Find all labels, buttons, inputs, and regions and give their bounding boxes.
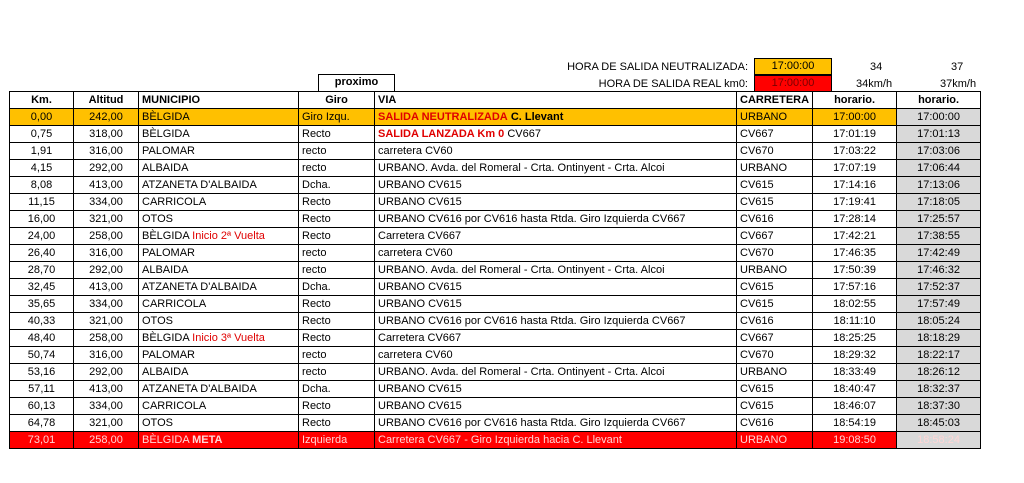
municipio-cell <box>139 330 299 347</box>
altitud-cell: 292,00 <box>74 262 139 279</box>
via-text: SALIDA LANZADA Km 0 <box>378 128 505 140</box>
table-header-row <box>10 92 981 109</box>
giro-cell: recto <box>299 143 375 160</box>
altitud-cell: 321,00 <box>74 313 139 330</box>
table-row <box>10 432 981 449</box>
km-cell: 11,15 <box>10 194 74 211</box>
carretera-cell: CV667 <box>737 126 813 143</box>
municipio-name: ATZANETA D'ALBAIDA <box>142 383 257 395</box>
horario-34-cell: 18:54:19 <box>813 415 897 432</box>
real-start-time: 17:00:00 <box>754 75 832 92</box>
municipio-cell <box>139 279 299 296</box>
header-horario-2: horario. <box>897 92 981 109</box>
via-text: URBANO CV615 <box>378 179 462 191</box>
horario-37-cell: 17:38:55 <box>897 228 981 245</box>
carretera-cell: URBANO <box>737 109 813 126</box>
giro-cell: Recto <box>299 194 375 211</box>
via-text: carretera CV60 <box>378 145 453 157</box>
municipio-name: ATZANETA D'ALBAIDA <box>142 281 257 293</box>
via-text: carretera CV60 <box>378 247 453 259</box>
via-cell <box>375 245 737 262</box>
header-horario-1: horario. <box>813 92 897 109</box>
municipio-cell <box>139 194 299 211</box>
via-cell <box>375 160 737 177</box>
horario-34-cell: 17:28:14 <box>813 211 897 228</box>
via-text: URBANO CV615 <box>378 383 462 395</box>
horario-34-cell: 18:46:07 <box>813 398 897 415</box>
km-cell: 16,00 <box>10 211 74 228</box>
municipio-cell <box>139 364 299 381</box>
horario-37-cell: 17:52:37 <box>897 279 981 296</box>
table-row <box>10 109 981 126</box>
via-cell <box>375 381 737 398</box>
altitud-cell: 318,00 <box>74 126 139 143</box>
table-row <box>10 211 981 228</box>
col1-speed: 34km/h <box>856 78 893 90</box>
via-cell <box>375 194 737 211</box>
km-cell: 0,75 <box>10 126 74 143</box>
via-cell <box>375 109 737 126</box>
via-extra: C. Llevant <box>572 434 622 446</box>
municipio-name: ALBAIDA <box>142 264 189 276</box>
giro-cell: Giro Izqu. <box>299 109 375 126</box>
giro-cell: Recto <box>299 211 375 228</box>
km-cell: 0,00 <box>10 109 74 126</box>
km-cell: 1,91 <box>10 143 74 160</box>
altitud-cell: 258,00 <box>74 432 139 449</box>
municipio-cell <box>139 313 299 330</box>
via-cell <box>375 398 737 415</box>
horario-34-cell: 18:29:32 <box>813 347 897 364</box>
neutral-start-label: HORA DE SALIDA NEUTRALIZADA: <box>567 61 748 73</box>
km-cell: 57,11 <box>10 381 74 398</box>
table-row <box>10 415 981 432</box>
horario-34-cell: 17:03:22 <box>813 143 897 160</box>
carretera-cell: CV615 <box>737 194 813 211</box>
municipio-cell <box>139 211 299 228</box>
carretera-cell: CV670 <box>737 143 813 160</box>
table-row <box>10 143 981 160</box>
horario-34-cell: 17:01:19 <box>813 126 897 143</box>
giro-cell: Recto <box>299 313 375 330</box>
via-text: Carretera CV667 <box>378 230 462 242</box>
horario-37-cell: 18:18:29 <box>897 330 981 347</box>
header-altitud: Altitud <box>74 92 139 109</box>
altitud-cell: 292,00 <box>74 364 139 381</box>
table-row <box>10 126 981 143</box>
altitud-cell: 258,00 <box>74 330 139 347</box>
giro-cell: recto <box>299 364 375 381</box>
horario-37-cell: 17:00:00 <box>897 109 981 126</box>
km-cell: 50,74 <box>10 347 74 364</box>
municipio-name: BÈLGIDA <box>142 128 190 140</box>
altitud-cell: 334,00 <box>74 194 139 211</box>
via-cell <box>375 279 737 296</box>
giro-cell: Recto <box>299 415 375 432</box>
horario-34-cell: 18:25:25 <box>813 330 897 347</box>
giro-cell: Recto <box>299 330 375 347</box>
altitud-cell: 413,00 <box>74 381 139 398</box>
municipio-cell <box>139 228 299 245</box>
giro-cell: Recto <box>299 228 375 245</box>
municipio-name: CARRICOLA <box>142 298 207 310</box>
altitud-cell: 334,00 <box>74 398 139 415</box>
giro-cell: recto <box>299 245 375 262</box>
via-text: URBANO. Avda. del Romeral - Crta. Ontinyent - Crta. Alcoi <box>378 366 665 378</box>
col2-top-value: 37 <box>951 61 964 73</box>
municipio-cell <box>139 262 299 279</box>
carretera-cell: URBANO <box>737 262 813 279</box>
horario-34-cell: 17:07:19 <box>813 160 897 177</box>
carretera-cell: CV670 <box>737 245 813 262</box>
municipio-name: ATZANETA D'ALBAIDA <box>142 179 257 191</box>
via-text: URBANO CV616 por CV616 hasta Rtda. Giro Izquierda CV667 <box>378 213 686 225</box>
via-cell <box>375 432 737 449</box>
via-extra: C. Llevant <box>510 111 564 123</box>
header-giro: Giro <box>299 92 375 109</box>
horario-37-cell: 18:26:12 <box>897 364 981 381</box>
table-row <box>10 398 981 415</box>
municipio-cell <box>139 245 299 262</box>
km-cell: 40,33 <box>10 313 74 330</box>
municipio-note: Inicio 2ª Vuelta <box>192 230 265 242</box>
horario-37-cell: 18:05:24 <box>897 313 981 330</box>
table-row <box>10 364 981 381</box>
municipio-name: BÈLGIDA <box>142 434 190 446</box>
via-cell <box>375 415 737 432</box>
horario-37-cell: 17:18:05 <box>897 194 981 211</box>
km-cell: 53,16 <box>10 364 74 381</box>
altitud-cell: 258,00 <box>74 228 139 245</box>
municipio-cell <box>139 432 299 449</box>
via-cell <box>375 364 737 381</box>
horario-34-cell: 17:00:00 <box>813 109 897 126</box>
table-row <box>10 313 981 330</box>
giro-cell: recto <box>299 262 375 279</box>
municipio-cell <box>139 126 299 143</box>
altitud-cell: 413,00 <box>74 279 139 296</box>
giro-cell: Dcha. <box>299 177 375 194</box>
via-text: URBANO CV615 <box>378 196 462 208</box>
carretera-cell: CV616 <box>737 313 813 330</box>
via-cell <box>375 228 737 245</box>
header-via: VIA <box>375 92 737 109</box>
horario-37-cell: 18:58:24 <box>897 432 981 449</box>
horario-34-cell: 17:50:39 <box>813 262 897 279</box>
giro-cell: Dcha. <box>299 381 375 398</box>
horario-34-cell: 17:46:35 <box>813 245 897 262</box>
municipio-cell <box>139 415 299 432</box>
municipio-note: META <box>192 434 223 446</box>
municipio-cell <box>139 398 299 415</box>
col2-speed: 37km/h <box>940 78 977 90</box>
table-row <box>10 330 981 347</box>
km-cell: 35,65 <box>10 296 74 313</box>
horario-37-cell: 17:06:44 <box>897 160 981 177</box>
municipio-name: CARRICOLA <box>142 196 207 208</box>
via-text: URBANO. Avda. del Romeral - Crta. Ontinyent - Crta. Alcoi <box>378 264 665 276</box>
neutral-start-time: 17:00:00 <box>754 58 832 75</box>
via-extra: CV667 <box>507 128 541 140</box>
carretera-cell: CV615 <box>737 279 813 296</box>
horario-34-cell: 19:08:50 <box>813 432 897 449</box>
carretera-cell: CV667 <box>737 228 813 245</box>
via-text: URBANO CV615 <box>378 400 462 412</box>
municipio-cell <box>139 381 299 398</box>
via-text: URBANO. Avda. del Romeral - Crta. Ontinyent - Crta. Alcoi <box>378 162 665 174</box>
table-row <box>10 177 981 194</box>
via-text: SALIDA NEUTRALIZADA <box>378 111 508 123</box>
col1-top-value: 34 <box>870 61 883 73</box>
carretera-cell: CV616 <box>737 211 813 228</box>
altitud-cell: 292,00 <box>74 160 139 177</box>
km-cell: 26,40 <box>10 245 74 262</box>
carretera-cell: CV615 <box>737 398 813 415</box>
municipio-cell <box>139 177 299 194</box>
giro-cell: Recto <box>299 296 375 313</box>
giro-cell: Recto <box>299 126 375 143</box>
horario-37-cell: 18:37:30 <box>897 398 981 415</box>
via-cell <box>375 177 737 194</box>
header-carretera: CARRETERA <box>737 92 813 109</box>
horario-37-cell: 18:32:37 <box>897 381 981 398</box>
municipio-name: CARRICOLA <box>142 400 207 412</box>
km-cell: 60,13 <box>10 398 74 415</box>
carretera-cell: CV670 <box>737 347 813 364</box>
carretera-cell: URBANO <box>737 160 813 177</box>
horario-37-cell: 17:03:06 <box>897 143 981 160</box>
giro-cell: recto <box>299 160 375 177</box>
altitud-cell: 242,00 <box>74 109 139 126</box>
giro-cell: Recto <box>299 398 375 415</box>
horario-34-cell: 17:19:41 <box>813 194 897 211</box>
carretera-cell: CV616 <box>737 415 813 432</box>
km-cell: 24,00 <box>10 228 74 245</box>
table-row <box>10 228 981 245</box>
municipio-name: ALBAIDA <box>142 162 189 174</box>
table-row <box>10 245 981 262</box>
via-cell <box>375 211 737 228</box>
km-cell: 32,45 <box>10 279 74 296</box>
municipio-name: PALOMAR <box>142 145 195 157</box>
horario-37-cell: 17:46:32 <box>897 262 981 279</box>
horario-37-cell: 18:45:03 <box>897 415 981 432</box>
proximo-label: proximo <box>318 74 395 92</box>
giro-cell: Izquierda <box>299 432 375 449</box>
via-text: URBANO CV615 <box>378 281 462 293</box>
carretera-cell: CV615 <box>737 177 813 194</box>
km-cell: 73,01 <box>10 432 74 449</box>
via-cell <box>375 347 737 364</box>
carretera-cell: CV615 <box>737 381 813 398</box>
horario-37-cell: 18:22:17 <box>897 347 981 364</box>
via-text: URBANO CV616 por CV616 hasta Rtda. Giro Izquierda CV667 <box>378 315 686 327</box>
via-text: carretera CV60 <box>378 349 453 361</box>
horario-34-cell: 17:57:16 <box>813 279 897 296</box>
municipio-name: BÈLGIDA <box>142 332 190 344</box>
horario-37-cell: 17:57:49 <box>897 296 981 313</box>
horario-34-cell: 18:11:10 <box>813 313 897 330</box>
municipio-note: Inicio 3ª Vuelta <box>192 332 265 344</box>
route-table <box>9 91 981 449</box>
altitud-cell: 334,00 <box>74 296 139 313</box>
horario-34-cell: 17:14:16 <box>813 177 897 194</box>
municipio-cell <box>139 143 299 160</box>
km-cell: 64,78 <box>10 415 74 432</box>
km-cell: 28,70 <box>10 262 74 279</box>
carretera-cell: URBANO <box>737 364 813 381</box>
table-row <box>10 160 981 177</box>
via-cell <box>375 296 737 313</box>
municipio-cell <box>139 160 299 177</box>
via-text: URBANO CV615 <box>378 298 462 310</box>
horario-34-cell: 18:40:47 <box>813 381 897 398</box>
horario-37-cell: 17:42:49 <box>897 245 981 262</box>
municipio-name: BÈLGIDA <box>142 230 190 242</box>
km-cell: 4,15 <box>10 160 74 177</box>
via-cell <box>375 126 737 143</box>
header-km: Km. <box>10 92 74 109</box>
municipio-cell <box>139 109 299 126</box>
municipio-name: BÈLGIDA <box>142 111 190 123</box>
municipio-cell <box>139 347 299 364</box>
carretera-cell: CV615 <box>737 296 813 313</box>
horario-34-cell: 17:42:21 <box>813 228 897 245</box>
altitud-cell: 316,00 <box>74 347 139 364</box>
municipio-name: PALOMAR <box>142 349 195 361</box>
via-text: URBANO CV616 por CV616 hasta Rtda. Giro Izquierda CV667 <box>378 417 686 429</box>
altitud-cell: 321,00 <box>74 415 139 432</box>
table-row <box>10 194 981 211</box>
municipio-cell <box>139 296 299 313</box>
altitud-cell: 316,00 <box>74 245 139 262</box>
giro-cell: Dcha. <box>299 279 375 296</box>
table-row <box>10 296 981 313</box>
km-cell: 48,40 <box>10 330 74 347</box>
via-text: Carretera CV667 - Giro Izquierda hacia <box>378 434 570 446</box>
via-cell <box>375 143 737 160</box>
via-cell <box>375 330 737 347</box>
horario-37-cell: 17:01:13 <box>897 126 981 143</box>
carretera-cell: CV667 <box>737 330 813 347</box>
carretera-cell: URBANO <box>737 432 813 449</box>
municipio-name: PALOMAR <box>142 247 195 259</box>
table-row <box>10 279 981 296</box>
municipio-name: OTOS <box>142 417 173 429</box>
km-cell: 8,08 <box>10 177 74 194</box>
horario-37-cell: 17:13:06 <box>897 177 981 194</box>
altitud-cell: 321,00 <box>74 211 139 228</box>
horario-34-cell: 18:02:55 <box>813 296 897 313</box>
altitud-cell: 316,00 <box>74 143 139 160</box>
municipio-name: OTOS <box>142 213 173 225</box>
table-row <box>10 262 981 279</box>
header-municipio: MUNICIPIO <box>139 92 299 109</box>
table-row <box>10 381 981 398</box>
municipio-name: OTOS <box>142 315 173 327</box>
via-cell <box>375 313 737 330</box>
horario-34-cell: 18:33:49 <box>813 364 897 381</box>
giro-cell: recto <box>299 347 375 364</box>
altitud-cell: 413,00 <box>74 177 139 194</box>
real-start-label: HORA DE SALIDA REAL km0: <box>598 78 748 90</box>
municipio-name: ALBAIDA <box>142 366 189 378</box>
via-text: Carretera CV667 <box>378 332 462 344</box>
via-cell <box>375 262 737 279</box>
table-row <box>10 347 981 364</box>
horario-37-cell: 17:25:57 <box>897 211 981 228</box>
